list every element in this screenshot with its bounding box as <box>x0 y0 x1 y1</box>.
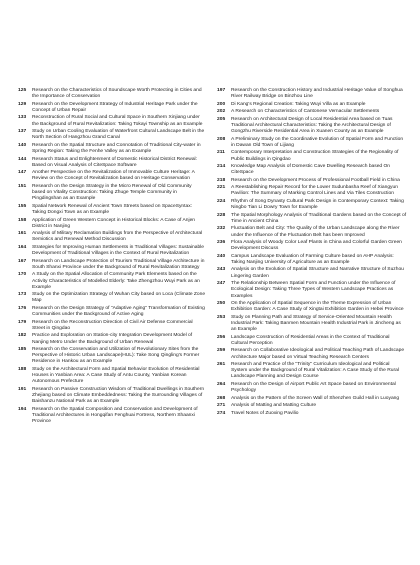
toc-entry-title: Research on the Characteristics of Soundscape Worth Protecting in Cities and the Importance of Conservation <box>32 88 202 100</box>
toc-entry <box>217 109 407 115</box>
toc-page-number: 247 <box>217 281 226 287</box>
toc-entry <box>217 150 407 162</box>
toc-entry <box>217 335 407 347</box>
toc-entry <box>217 117 407 136</box>
toc-entry <box>18 367 206 386</box>
toc-entry <box>18 204 206 216</box>
toc-entry <box>18 218 206 230</box>
toc-page-number: 155 <box>18 203 27 209</box>
toc-entry <box>217 102 407 108</box>
toc-entry-title: The Relationship Between Spatial Form and Function under the Influence of Ecological Design: Taking Three Types of Western Landscape Practices as Examples <box>231 281 396 299</box>
toc-page-number: 197 <box>217 88 226 93</box>
toc-entry <box>217 348 407 360</box>
toc-entry-title: Study on the Optimization Strategy of Wuhan City based on Loca (Climate Zone Map <box>32 292 206 304</box>
toc-page-number: 240 <box>217 253 226 259</box>
toc-page-number: 170 <box>18 272 27 278</box>
toc-page-number: 224 <box>217 198 226 204</box>
toc-entry <box>217 315 407 334</box>
toc-page-number: 228 <box>217 212 226 218</box>
toc-entry-title: Analysis of Military Reclamation Buildings from the Perspective of Architectural Semiotics and Renewal Method Discussion <box>32 231 203 243</box>
toc-right-column <box>217 88 407 418</box>
toc-entry-title: On the Application of Spatial Sequence in the Theme Expression of Urban Exhibition Garden: A Case Study of Xingtai Exhibition Garden in Hebei Province <box>231 301 404 313</box>
toc-entry-title: Research on the Development Strategy of Industrial Heritage Park under the Concept of Urban Repair <box>32 101 198 113</box>
toc-entry-title: Study on the Architectural Form and Spatial Behavior Evolution of Residential Houses in Yanbian Area: A Case Study of Antu County, Yanbian Korean Autonomous Prefecture <box>32 366 200 385</box>
toc-entry-title: Spatial Network Renewal of Ancient Town Streets based on SpaceSyntax: Taking Dongxi Town as an Example <box>32 203 193 216</box>
toc-entry <box>217 411 407 417</box>
toc-entry-title: Research on the Spatial Composition and Conservation and Development of Traditional Architectures in Hongqifan Fenghuai Fortress, Northern Shaanxi Province <box>32 406 198 425</box>
toc-entry-title: A Preliminary Study on the Coordinative Evolution of Spatial Form and Function in Dawan Old Town of Lijiang <box>231 136 404 148</box>
toc-entry-title: Application of Green Western Concept in Historical Blocks: A Case of Anjen District in Nanjing <box>32 217 196 229</box>
toc-entry <box>217 254 407 266</box>
toc-entry-title: Analysis on the Pattern of the Screen Wall of Shenzhen Guild Hall in Luoyang <box>231 395 400 401</box>
toc-page-number: 274 <box>217 410 226 416</box>
toc-entry-title: Research and Practice of the "Trinity" Curriculum Ideological and Political System under the Background of Rural Vitalization: A Case Study of the Rural Landscape Planning and Design Course <box>231 362 399 380</box>
toc-page-number: 221 <box>217 185 226 191</box>
toc-entry-title: A Research on Characteristics of Cantonese Vernacular Settlements <box>231 109 380 115</box>
toc-entry-title: Study on Planning Path and Strategy of Service-Oriented Mountain Health Industrial Park: Taking Banmen Mountain Health Industrial Park in Jincheng as an Example <box>231 314 401 333</box>
toc-page-number: 271 <box>217 403 226 409</box>
toc-entry-title: Di Kang's Regional Creation: Taking Wuyi Villa as an Example <box>231 101 366 107</box>
toc-page-number: 137 <box>18 129 27 135</box>
toc-page-number: 208 <box>217 136 226 142</box>
toc-page-number: 176 <box>18 305 27 311</box>
toc-entry-title: The Spatial Morphology Analysis of Traditional Gardens based on the Concept of Time in Ancient China <box>231 212 407 224</box>
toc-entry-title: Landscape Construction of Residential Areas in the Context of Traditional Cultural Perception <box>231 334 390 346</box>
toc-entry <box>18 170 206 182</box>
toc-entry-title: Contemporary Interpretation and Construction Strategies of the Regionality of Public Buildings in Qingdao <box>231 150 399 162</box>
toc-entry-title: Research on Landscape Protection of Tourism Traditional Village Architecture in South Shanxi Province under the Background of Rural Revitalization Strategy <box>32 258 205 270</box>
toc-entry-title: Research on the Design Strategy in the Micro Renewal of Old Community based on Vitality Construction: Taking Zhuge Temple Community in Pingdingshan as an Example <box>32 183 192 202</box>
toc-entry <box>18 407 206 426</box>
toc-page-number: 164 <box>18 244 27 250</box>
toc-entry-title: Research on Collaborative Ideological and Political Teaching Path of Landscape Architecture Major based on Virtual Teaching Research Centers <box>231 348 405 360</box>
toc-entry-title: Research on the Design Strategy of "Adaptive Aging" Transformation of Existing Communities under the Background of Active Aging <box>32 305 205 318</box>
toc-entry-title: A Study on the Spatial Allocation of Community Park Elements based on the Activity Characteristics of Modelled Elderly: Take Zhengzhou Wuyi Park as an Example <box>32 272 200 290</box>
toc-entry <box>18 272 206 291</box>
toc-entry <box>18 347 206 366</box>
toc-page-number: 158 <box>18 217 27 223</box>
toc-entry-title: Campus Landscape Evaluation of Farming Culture based on AHP Analysis: Taking Nanjing University of Agriculture as an Example <box>231 253 394 265</box>
toc-entry-title: Research Status and Enlightenment of Domestic Historical District Renewal: Based on Visual Analysis of CiteSpace Software <box>32 156 197 168</box>
toc-entry-title: Research on the Design of Airport Public Art Space based on Environmental Psychology <box>231 381 396 394</box>
toc-page-number: 147 <box>18 170 27 176</box>
toc-page-number: 144 <box>18 156 27 162</box>
toc-entry <box>217 185 407 197</box>
toc-entry <box>217 88 407 100</box>
toc-page-number: 211 <box>217 150 225 156</box>
toc-entry <box>18 157 206 169</box>
toc-entry-title: Practice and Exploration on Station-city Integration Development Model of Nanjing Metro Under the Background of Urban Renewal <box>32 333 193 345</box>
toc-entry <box>217 164 407 176</box>
toc-page-number: 218 <box>217 177 226 183</box>
toc-entry <box>217 226 407 238</box>
toc-page-number: 140 <box>18 142 27 148</box>
toc-entry-title: A Reestablishing Repair Record for the Lower Sudunbasha Reef of Xiangyun Pavilion: The Summary of Marking Control Lines and Via Tiles Construction <box>231 185 398 197</box>
toc-page-number: 256 <box>217 334 226 340</box>
toc-page-number: 125 <box>18 88 27 93</box>
toc-entry <box>18 115 206 127</box>
toc-entry-title: Research on the Reconstruction Direction of Civil Air Defense Commercial Street in Qingdao <box>32 319 193 331</box>
toc-page-number: 205 <box>217 116 226 122</box>
toc-page-number: 151 <box>18 183 27 189</box>
toc-page-number: 268 <box>217 395 226 401</box>
toc-entry-title: Study on Urban Cooling Evaluation of Waterfront Cultural Landscape Belt in the North Section of Hangzhou Grand Canal <box>32 129 205 141</box>
toc-page-number: 261 <box>217 362 226 368</box>
toc-entry <box>18 292 206 304</box>
toc-entry-title: Travel Notes of Zuoxing Pavilio <box>231 410 299 416</box>
toc-entry-title: Fluctuation Belt and City: The Quality of the Urban Landscape along the River under the Influence of the Fluctuation Belt has been Improved <box>231 226 400 238</box>
toc-page-number: 133 <box>18 115 27 121</box>
toc-entry <box>18 102 206 114</box>
toc-page-number: 200 <box>217 101 226 107</box>
toc-entry <box>18 333 206 345</box>
toc-page-number: 188 <box>18 366 27 372</box>
toc-page-number: 259 <box>217 348 226 354</box>
toc-page-number: 253 <box>217 314 226 320</box>
toc-entry-title: Rhythm of Song Dynasty Cultural Park Design in Contemporary Context: Taking Ningbo Tian Li Dowry Town for Example <box>231 198 404 211</box>
toc-entry-title: Research on the Development Process of Professional Football Field in China <box>231 177 400 183</box>
toc-entry-title: Analysis on the Evolution of Spatial Structure and Narrative Structure of Suzhou Lingering Garden <box>231 267 404 279</box>
toc-entry <box>18 245 206 257</box>
toc-entry <box>18 259 206 271</box>
toc-page-number: 185 <box>18 347 27 353</box>
toc-entry-title: Strategies for Improving Human Settlements in Traditional Villages: Sustainable Development of Traditional Villages in the Context of Rural Revitalization <box>32 244 204 257</box>
toc-entry <box>217 199 407 211</box>
toc-page-number: 167 <box>18 258 27 264</box>
toc-page-number: 202 <box>217 109 226 115</box>
toc-entry-title: Another Perspective on the Revitalization of Immovable Culture Heritage: A Review on the Concept of Revitalization based on Heritage Conservation <box>32 170 195 182</box>
toc-entry <box>217 267 407 279</box>
toc-entry <box>217 178 407 184</box>
toc-entry <box>217 396 407 402</box>
toc-page-number: 250 <box>217 301 226 307</box>
toc-entry <box>18 143 206 155</box>
toc-page-number: 264 <box>217 381 226 387</box>
toc-entry <box>217 382 407 394</box>
toc-entry-title: Analysis of Matting and Matting Culture <box>231 403 317 409</box>
toc-entry <box>18 129 206 141</box>
toc-entry-title: Research on the Construction History and Industrial Heritage Value of Songhua River Railway Bridge on Binzhou Line <box>231 88 403 100</box>
toc-entry-title: Research on the Spatial Structure and Connotation of Traditional City-water in Spring Region: Taking the Fenhe Valley as an Example <box>32 142 201 155</box>
toc-entry-title: Research on Architectural Design of Local Residential Area based on Tuas Traditional Architectural Characteristics: Taking the Architectural Design of Gongzhu Riverside Residential Area in Xuanen County as an Example <box>231 116 393 135</box>
toc-page-number: 182 <box>18 333 27 339</box>
toc-entry <box>18 306 206 318</box>
toc-page-number: 161 <box>18 231 27 237</box>
toc-entry-title: Flora Analysis of Woody Color Leaf Plants in China and Colorful Garden Green Development Discuss <box>231 240 402 252</box>
toc-page-number: 191 <box>18 386 27 392</box>
toc-entry <box>18 184 206 203</box>
toc-page-number: 129 <box>18 101 27 107</box>
toc-page-number: 179 <box>18 319 27 325</box>
toc-page-number: 173 <box>18 292 27 298</box>
toc-entry <box>217 240 407 252</box>
toc-entry <box>18 88 206 100</box>
toc-entry <box>217 281 407 300</box>
toc-entry <box>217 137 407 149</box>
toc-entry <box>217 362 407 381</box>
toc-entry-title: Research on Passive Construction Wisdom of Traditional Dwellings in Southern Zhejiang based on Climate Embeddedness: Taking the Surrounding Villages of Baishanzu National Park as an Example <box>32 386 205 405</box>
toc-entry <box>217 403 407 409</box>
toc-page-number: 236 <box>217 240 226 246</box>
toc-page-number: 214 <box>217 164 226 170</box>
toc-entry <box>217 213 407 225</box>
toc-entry <box>217 301 407 313</box>
toc-entry <box>18 320 206 332</box>
toc-entry <box>18 231 206 243</box>
toc-page-number: 243 <box>217 267 226 273</box>
toc-entry-title: Research on the Conservation and Utilization of Revolutionary Sites from the Perspective of Historic Urban Landscape(HUL): Take Song Qingling's Former Residence in Hankou as an Example <box>32 347 200 365</box>
toc-entry-title: Knowledge Map Analysis of Domestic Cave Dwelling Research based On CiteSpace <box>231 164 391 176</box>
toc-page-number: 194 <box>18 406 27 412</box>
toc-entry-title: Reconstruction of Rural Social and Cultural Space in Southern Xinjiang under the Background of Rural Revitalization: Taking Tokayi Township as an Example <box>32 115 203 127</box>
toc-page-number: 232 <box>217 226 226 232</box>
toc-entry <box>18 387 206 406</box>
toc-left-column <box>18 88 206 427</box>
